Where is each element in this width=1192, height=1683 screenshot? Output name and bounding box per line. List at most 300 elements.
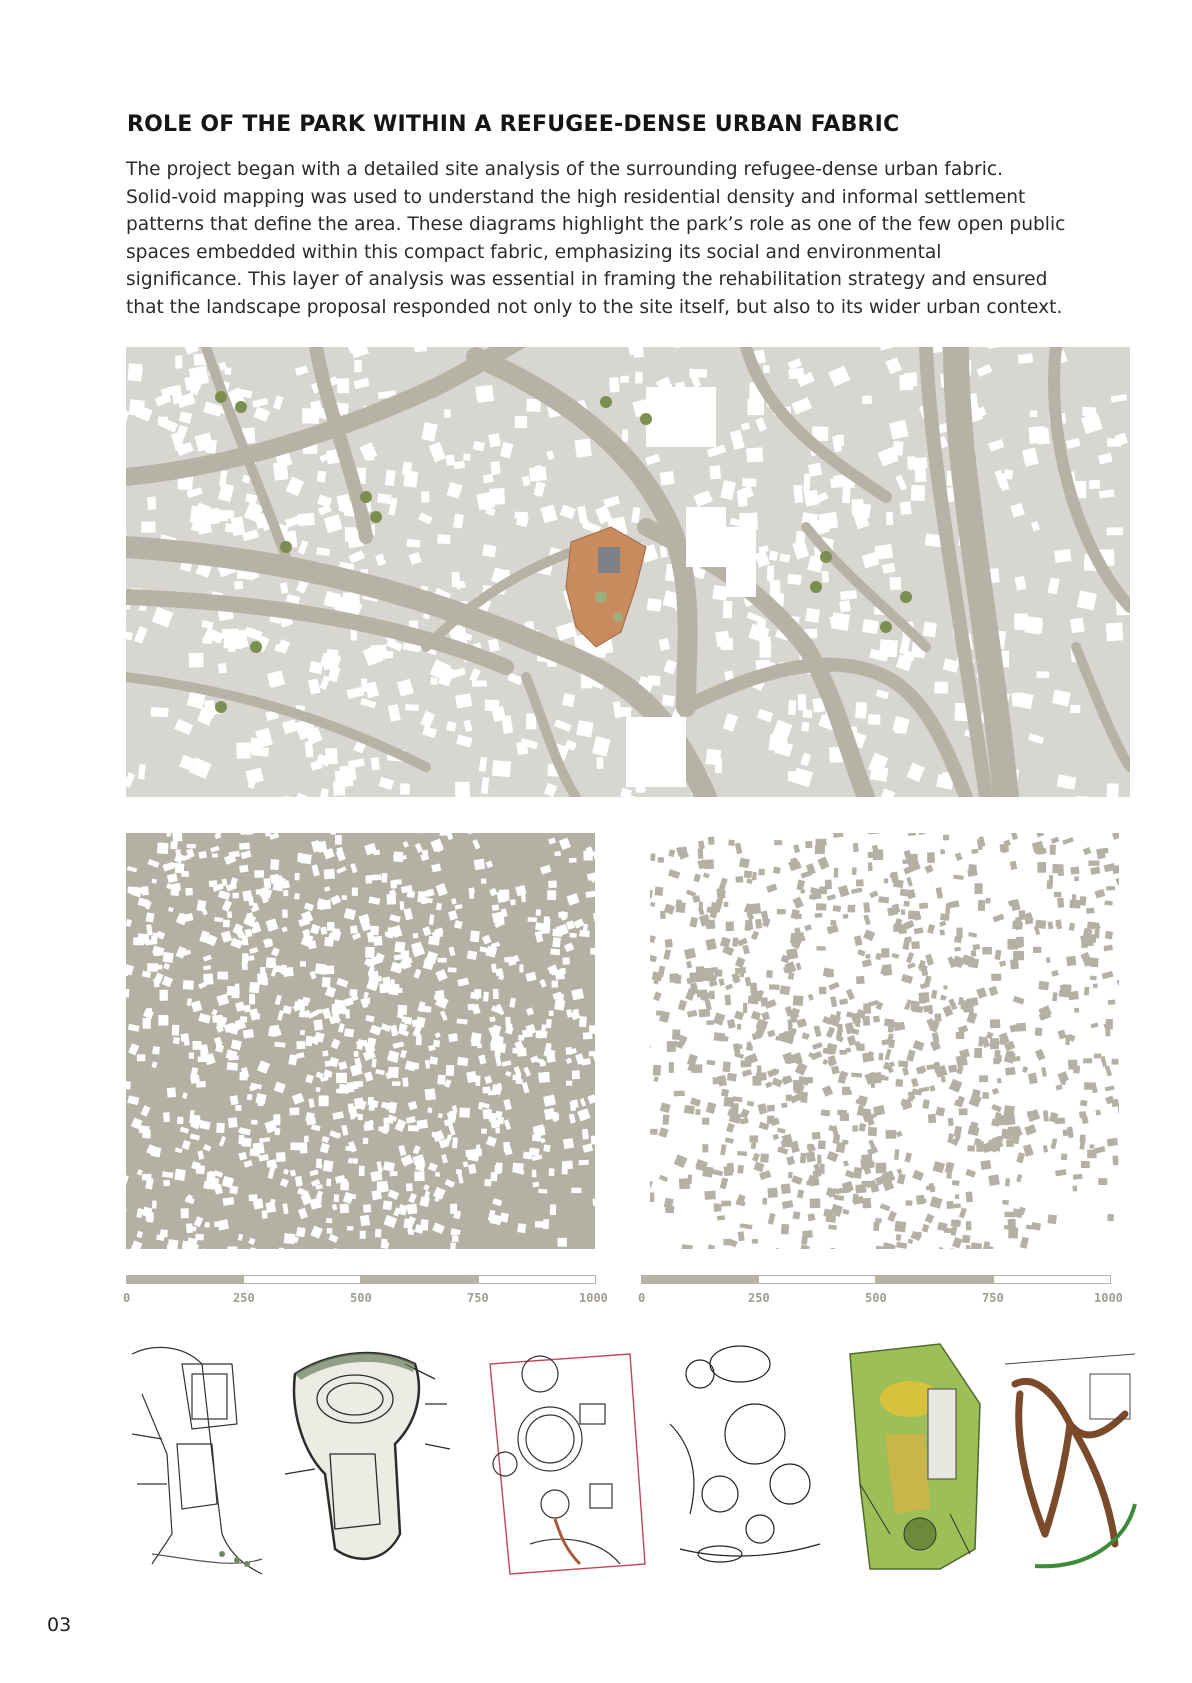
building-block [174, 1169, 186, 1181]
building-block [665, 939, 673, 948]
building-footprint [405, 704, 419, 711]
building-footprint [660, 471, 675, 486]
building-footprint [851, 499, 864, 515]
building-block [875, 1162, 886, 1173]
building-block [315, 963, 327, 975]
building-block [351, 1083, 359, 1089]
building-block [350, 925, 358, 934]
building-footprint [1014, 614, 1028, 630]
building-footprint [251, 747, 269, 757]
building-block [881, 948, 889, 958]
building-block [408, 1229, 415, 1236]
building-block [252, 1142, 264, 1154]
building-block [434, 995, 443, 1000]
building-block [898, 1060, 908, 1067]
building-block [746, 1224, 753, 1229]
building-block [264, 939, 273, 947]
building-block [222, 1197, 234, 1206]
building-block [143, 1018, 151, 1029]
site-context-map [126, 347, 1130, 797]
building-block [816, 946, 825, 951]
building-block [274, 1042, 285, 1048]
building-footprint [490, 461, 500, 475]
concept-sketch-4 [660, 1334, 830, 1582]
building-block [394, 879, 402, 885]
building-block [227, 1062, 238, 1071]
building-block [737, 1165, 744, 1174]
building-footprint [141, 522, 155, 533]
building-block [408, 1125, 419, 1131]
building-block [490, 1172, 497, 1181]
building-block [340, 1204, 349, 1214]
building-block [227, 911, 232, 918]
building-block [239, 1072, 247, 1081]
concept-sketch-1 [122, 1334, 267, 1582]
building-footprint [900, 501, 912, 515]
building-footprint [1107, 527, 1123, 535]
building-block [903, 901, 909, 907]
building-block [714, 1032, 725, 1041]
building-block [266, 1202, 277, 1214]
building-block [905, 936, 912, 942]
building-block [153, 978, 159, 987]
building-block [322, 1050, 328, 1056]
building-block [521, 893, 526, 903]
building-block [863, 1003, 871, 1013]
building-footprint [862, 619, 879, 634]
building-block [842, 1140, 849, 1145]
building-block [319, 1095, 329, 1106]
building-footprint [574, 439, 592, 458]
building-block [735, 876, 743, 883]
building-block [1105, 1029, 1110, 1037]
building-footprint [840, 590, 857, 600]
tree-canopy [810, 581, 822, 593]
building-block [175, 863, 185, 874]
building-footprint [868, 714, 881, 724]
building-block [946, 1201, 953, 1209]
building-block [198, 851, 207, 859]
building-block [918, 1198, 926, 1202]
building-block [695, 1109, 700, 1115]
building-block [182, 1241, 192, 1249]
building-block [546, 1019, 552, 1028]
building-footprint [1070, 618, 1085, 634]
building-block [751, 1142, 757, 1149]
building-block [152, 932, 158, 939]
building-block [884, 878, 888, 883]
building-block [990, 1019, 1000, 1028]
building-footprint [842, 485, 850, 503]
building-block [971, 950, 977, 956]
building-block [810, 1198, 821, 1208]
building-block [390, 1171, 398, 1176]
building-block [497, 1043, 506, 1053]
scale-bar-right [641, 1275, 1111, 1284]
building-block [979, 1075, 988, 1082]
building-block [177, 1117, 183, 1124]
building-block [766, 970, 772, 978]
building-block [830, 920, 836, 925]
building-block [1002, 1200, 1009, 1205]
building-block [582, 1129, 589, 1140]
building-footprint [189, 653, 204, 668]
building-block [943, 835, 949, 841]
building-footprint [275, 644, 284, 652]
building-block [684, 1105, 695, 1114]
building-block [483, 1109, 492, 1119]
building-block [993, 1057, 1000, 1064]
building-footprint [648, 675, 661, 685]
intro-line: Solid-void mapping was used to understand the high residential density and informal settlement [126, 186, 1026, 208]
building-block [939, 929, 945, 935]
building-footprint [444, 409, 451, 418]
tree-canopy [640, 413, 652, 425]
building-block [326, 1218, 333, 1224]
building-block [1055, 921, 1061, 926]
building-footprint [437, 534, 450, 544]
building-block [512, 1048, 519, 1054]
building-block [448, 1033, 458, 1042]
building-block [183, 980, 194, 990]
scale-tick-label: 0 [123, 1291, 131, 1305]
building-footprint [446, 721, 456, 732]
building-block [1098, 1178, 1107, 1185]
building-block [934, 1013, 941, 1022]
building-block [918, 833, 925, 835]
building-block [1038, 981, 1049, 990]
building-block [196, 1165, 205, 1174]
building-block [731, 1103, 739, 1111]
building-block [300, 1142, 308, 1153]
building-block [1024, 915, 1033, 924]
building-block [495, 1127, 500, 1133]
building-block [792, 1211, 800, 1219]
building-block [254, 870, 264, 877]
building-footprint [609, 377, 620, 392]
building-block [818, 1140, 826, 1149]
building-block [579, 1016, 587, 1027]
building-block [834, 868, 839, 878]
building-block [856, 976, 865, 984]
tree-canopy [370, 511, 382, 523]
building-block [401, 950, 409, 958]
building-block [1047, 1214, 1056, 1224]
building-block [868, 1127, 877, 1136]
building-block [650, 853, 655, 861]
building-block [350, 989, 358, 997]
building-block [702, 1144, 708, 1152]
building-block [873, 1016, 880, 1023]
building-block [552, 937, 561, 947]
building-block [414, 1171, 424, 1181]
building-block [365, 947, 375, 958]
building-block [868, 862, 873, 871]
building-block [429, 1056, 438, 1065]
building-footprint [767, 566, 774, 581]
intro-paragraph [126, 156, 1136, 321]
building-block [569, 933, 576, 938]
building-block [268, 1027, 277, 1037]
building-block [313, 1019, 323, 1030]
building-block [242, 953, 248, 963]
building-block [1010, 959, 1019, 969]
building-block [481, 1128, 487, 1134]
building-block [1035, 1027, 1043, 1036]
building-footprint [138, 764, 145, 779]
building-block [800, 1153, 807, 1164]
building-block [352, 1158, 358, 1164]
building-block [187, 844, 196, 848]
building-block [535, 1221, 546, 1228]
building-block [470, 930, 480, 942]
building-block [788, 1172, 793, 1179]
building-block [227, 1246, 237, 1249]
building-block [1111, 1099, 1119, 1108]
building-block [1015, 942, 1022, 948]
building-footprint [128, 363, 143, 381]
building-block [435, 1172, 440, 1177]
building-footprint [430, 677, 437, 685]
building-block [1031, 1222, 1041, 1230]
building-block [816, 839, 827, 846]
building-footprint [1077, 590, 1097, 610]
building-block [1085, 939, 1093, 946]
building-block [840, 1113, 849, 1121]
building-block [856, 879, 864, 886]
building-block [944, 1228, 954, 1233]
building-block [669, 1062, 674, 1073]
building-block [662, 1115, 669, 1125]
building-block [699, 1009, 711, 1018]
building-block [653, 1065, 661, 1076]
building-block [569, 858, 577, 863]
building-footprint [1054, 549, 1071, 563]
building-block [894, 1221, 906, 1233]
building-footprint [596, 757, 603, 769]
building-block [974, 1048, 982, 1058]
building-block [162, 952, 173, 963]
building-block [966, 1245, 971, 1249]
building-block [672, 1029, 680, 1039]
building-footprint [354, 360, 362, 372]
building-block [297, 853, 302, 862]
building-block [1094, 1054, 1102, 1059]
building-footprint [385, 470, 396, 486]
building-block [769, 984, 780, 990]
concept-sketch-2 [275, 1334, 455, 1582]
building-block [702, 1118, 709, 1125]
building-block [691, 972, 701, 982]
building-block [1005, 1067, 1016, 1076]
intro-line: The project began with a detailed site analysis of the surrounding refugee-dense urban fabric. [126, 159, 1003, 180]
building-block [465, 1149, 474, 1157]
building-block [289, 1108, 299, 1116]
building-block [751, 991, 762, 1002]
building-block [326, 1178, 331, 1186]
building-footprint [218, 663, 227, 673]
building-block [300, 1030, 305, 1036]
building-block [270, 859, 279, 870]
building-block [886, 1130, 897, 1139]
building-block [674, 977, 681, 983]
building-block [1066, 956, 1076, 966]
building-block [296, 1041, 305, 1049]
building-block [710, 902, 721, 913]
building-block [239, 843, 250, 850]
building-footprint [1106, 622, 1124, 641]
building-block [757, 1065, 762, 1074]
building-block [152, 879, 157, 884]
building-footprint [870, 766, 889, 782]
building-block [432, 931, 443, 938]
building-block [156, 965, 162, 970]
building-block [247, 1094, 253, 1100]
building-footprint [715, 758, 722, 773]
building-block [282, 909, 288, 917]
building-footprint [317, 471, 326, 483]
building-block [815, 913, 823, 918]
building-block [517, 1223, 526, 1233]
building-block [437, 1075, 445, 1085]
building-block [167, 1087, 176, 1097]
building-block [743, 1003, 747, 1013]
building-block [1112, 1059, 1119, 1065]
building-block [1006, 1139, 1014, 1147]
building-block [452, 1236, 459, 1243]
building-footprint [787, 574, 801, 585]
building-block [360, 1231, 366, 1239]
building-block [994, 1050, 1000, 1058]
building-block [988, 1174, 1000, 1186]
building-block [459, 1108, 470, 1118]
solid-figure-ground-map [650, 833, 1119, 1249]
building-footprint [371, 757, 380, 770]
building-block [216, 1123, 225, 1133]
building-block [547, 890, 556, 900]
building-footprint [222, 629, 239, 639]
building-footprint [748, 399, 764, 415]
building-block [1113, 1156, 1119, 1166]
building-block [940, 913, 949, 920]
building-footprint [1018, 353, 1033, 363]
building-block [427, 1107, 432, 1113]
building-block [235, 1105, 241, 1111]
building-block [377, 1183, 387, 1192]
building-footprint [709, 465, 720, 479]
building-block [767, 1105, 775, 1112]
building-block [212, 853, 218, 857]
building-block [1061, 1154, 1067, 1161]
building-block [721, 1089, 729, 1097]
building-block [548, 880, 557, 888]
building-block [717, 1215, 725, 1220]
building-block [510, 899, 516, 905]
building-block [228, 1117, 238, 1128]
building-block [1090, 1144, 1095, 1148]
building-footprint [526, 714, 536, 730]
building-block [794, 932, 804, 940]
building-block [239, 865, 249, 873]
building-block [1093, 983, 1098, 988]
building-block [1086, 908, 1094, 914]
building-block [341, 895, 347, 900]
building-block [862, 1198, 871, 1208]
building-block [300, 961, 306, 967]
building-block [908, 910, 919, 919]
building-block [948, 1118, 954, 1126]
building-block [370, 1171, 382, 1182]
tree-canopy [280, 541, 292, 553]
building-block [1079, 1111, 1086, 1118]
building-block [690, 983, 696, 988]
building-block [566, 1081, 572, 1086]
building-block [896, 1234, 902, 1241]
building-block [859, 1044, 865, 1051]
intro-line: that the landscape proposal responded not only to the site itself, but also to its wider urban context. [126, 296, 1063, 318]
building-block [126, 1081, 131, 1089]
building-block [327, 922, 334, 931]
building-block [266, 959, 271, 966]
building-block [325, 1060, 334, 1066]
scale-tick-label: 750 [467, 1291, 489, 1305]
building-block [1105, 931, 1113, 940]
building-block [173, 1037, 180, 1044]
building-block [1084, 987, 1090, 996]
building-block [691, 1064, 702, 1073]
building-block [503, 1142, 510, 1153]
building-block [951, 1219, 961, 1226]
building-block [348, 1103, 355, 1113]
building-footprint [129, 399, 145, 416]
building-block [1070, 900, 1081, 909]
building-block [153, 949, 160, 956]
building-block [650, 1192, 654, 1202]
building-block [726, 922, 734, 931]
building-footprint [298, 513, 315, 526]
building-footprint [403, 470, 418, 487]
building-block [492, 1084, 502, 1095]
building-block [549, 1168, 555, 1176]
building-block [352, 888, 358, 896]
building-block [203, 974, 213, 985]
building-footprint [205, 439, 217, 453]
building-block [468, 1004, 475, 1011]
building-block [365, 875, 372, 883]
building-block [543, 918, 550, 929]
tree-canopy [215, 391, 227, 403]
building-block [571, 1188, 581, 1193]
building-footprint [147, 496, 156, 509]
building-block [417, 891, 425, 902]
concept-sketch-5 [840, 1334, 990, 1582]
building-block [715, 969, 723, 976]
building-block [825, 880, 832, 890]
building-block [959, 1109, 968, 1116]
building-block [982, 1092, 989, 1099]
building-block [316, 1194, 322, 1203]
building-footprint [336, 494, 350, 509]
building-block [189, 1052, 194, 1059]
building-block [563, 1138, 574, 1149]
building-block [263, 878, 271, 889]
building-block [358, 1114, 363, 1120]
building-block [181, 1033, 190, 1042]
building-block [767, 1115, 775, 1124]
building-block [738, 1231, 745, 1241]
building-block [413, 933, 419, 939]
building-footprint [236, 742, 250, 758]
